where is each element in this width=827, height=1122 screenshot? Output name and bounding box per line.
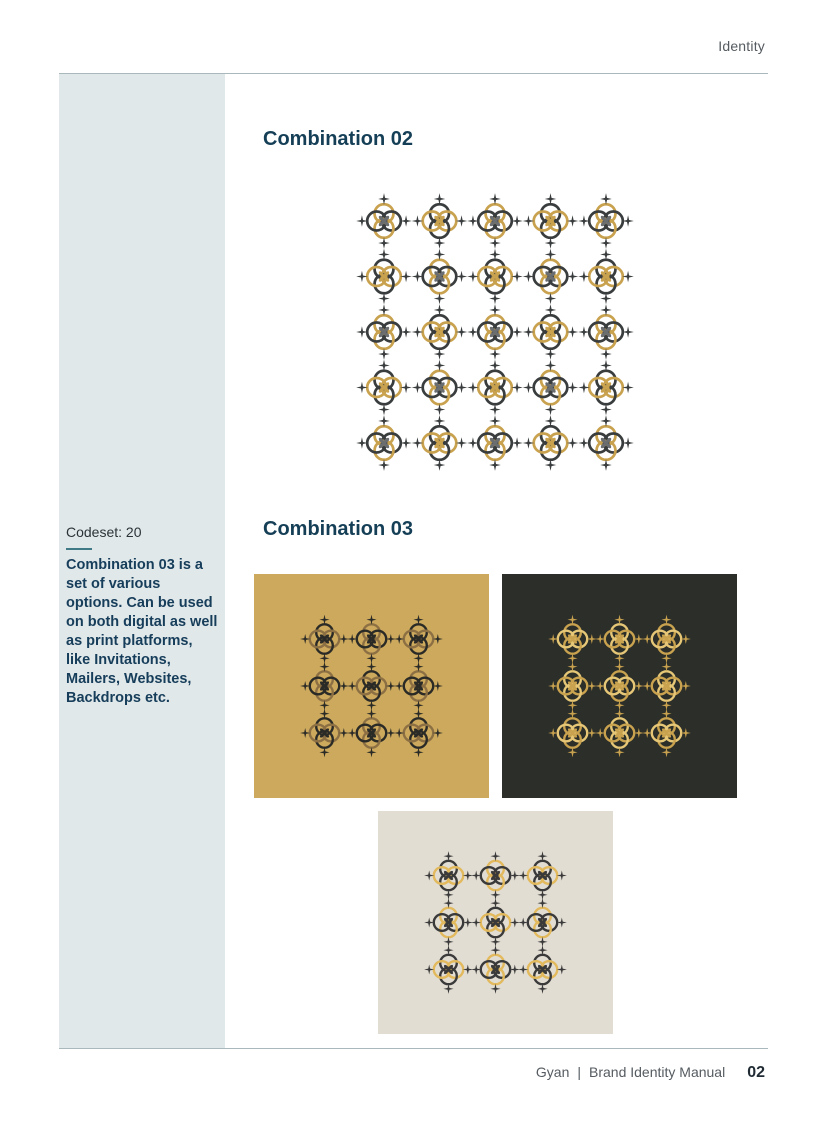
sparkle-icon <box>467 437 479 449</box>
sparkle-icon <box>378 237 390 249</box>
sparkle-icon <box>356 326 368 338</box>
sparkle-icon <box>489 459 501 471</box>
sparkle-icon <box>600 404 612 416</box>
sparkle-icon <box>378 360 390 372</box>
sparkle-icon <box>545 348 557 360</box>
sparkle-icon <box>511 382 523 394</box>
quatrefoil-motif-icon <box>523 415 579 471</box>
sparkle-icon <box>545 237 557 249</box>
sparkle-icon <box>622 326 634 338</box>
quatrefoil-motif-icon <box>356 249 412 305</box>
sparkle-icon <box>578 215 590 227</box>
sparkle-icon <box>489 193 501 205</box>
sparkle-icon <box>567 326 579 338</box>
sparkle-icon <box>400 326 412 338</box>
sparkle-icon <box>456 437 468 449</box>
sparkle-icon <box>622 437 634 449</box>
sparkle-icon <box>511 271 523 283</box>
sparkle-icon <box>600 293 612 305</box>
sparkle-icon <box>622 215 634 227</box>
sparkle-icon <box>467 382 479 394</box>
sparkle-icon <box>511 326 523 338</box>
quatrefoil-motif-icon <box>467 249 523 305</box>
sparkle-icon <box>489 415 501 427</box>
combination-03-title: Combination 03 <box>263 518 414 540</box>
sparkle-icon <box>434 304 446 316</box>
combination-02-pattern <box>347 184 647 480</box>
sparkle-icon <box>356 437 368 449</box>
sparkle-icon <box>578 382 590 394</box>
quatrefoil-motif-icon <box>412 249 468 305</box>
quatrefoil-motif-icon <box>523 193 579 249</box>
sparkle-icon <box>412 382 424 394</box>
quatrefoil-motif-icon <box>467 193 523 249</box>
sparkle-icon <box>434 415 446 427</box>
sparkle-icon <box>622 382 634 394</box>
sparkle-icon <box>434 249 446 261</box>
sparkle-icon <box>356 271 368 283</box>
sparkle-icon <box>489 237 501 249</box>
sparkle-icon <box>378 348 390 360</box>
quatrefoil-motif-icon <box>523 249 579 305</box>
sparkle-icon <box>356 382 368 394</box>
footer-doc-title: Brand Identity Manual <box>589 1064 726 1080</box>
sparkle-icon <box>545 249 557 261</box>
sparkle-icon <box>545 415 557 427</box>
quatrefoil-motif-icon <box>356 193 412 249</box>
sparkle-icon <box>600 249 612 261</box>
sparkle-icon <box>400 215 412 227</box>
combination-03-dark-tile <box>502 574 737 798</box>
sparkle-icon <box>378 193 390 205</box>
sparkle-icon <box>378 404 390 416</box>
sparkle-icon <box>434 293 446 305</box>
sparkle-icon <box>456 271 468 283</box>
sparkle-icon <box>511 437 523 449</box>
sparkle-icon <box>378 293 390 305</box>
sparkle-icon <box>434 237 446 249</box>
quatrefoil-motif-icon <box>467 360 523 416</box>
quatrefoil-motif-icon <box>356 360 412 416</box>
combination-02-title: Combination 02 <box>263 128 414 150</box>
sparkle-icon <box>400 271 412 283</box>
footer-rule <box>59 1048 768 1049</box>
sparkle-icon <box>523 326 535 338</box>
sparkle-icon <box>600 304 612 316</box>
sparkle-icon <box>600 415 612 427</box>
quatrefoil-motif-icon <box>467 415 523 471</box>
codeset-underline <box>66 548 92 550</box>
codeset-label: Codeset: 20 <box>66 524 142 540</box>
sparkle-icon <box>600 459 612 471</box>
sparkle-icon <box>489 293 501 305</box>
sparkle-icon <box>545 459 557 471</box>
sparkle-icon <box>434 348 446 360</box>
quatrefoil-motif-icon <box>523 304 579 360</box>
sparkle-icon <box>578 271 590 283</box>
sparkle-icon <box>456 382 468 394</box>
quatrefoil-motif-icon <box>356 304 412 360</box>
sparkle-icon <box>489 348 501 360</box>
quatrefoil-motif-icon <box>356 415 412 471</box>
sparkle-icon <box>523 437 535 449</box>
sparkle-icon <box>545 360 557 372</box>
page-number: 02 <box>747 1064 765 1081</box>
sparkle-icon <box>523 215 535 227</box>
sparkle-icon <box>511 215 523 227</box>
sparkle-icon <box>622 271 634 283</box>
sparkle-icon <box>489 249 501 261</box>
quatrefoil-motif-icon <box>412 304 468 360</box>
sparkle-icon <box>600 348 612 360</box>
quatrefoil-motif-icon <box>578 415 634 471</box>
sparkle-icon <box>412 215 424 227</box>
sparkle-icon <box>578 437 590 449</box>
sparkle-icon <box>600 193 612 205</box>
sparkle-icon <box>456 326 468 338</box>
quatrefoil-motif-icon <box>523 360 579 416</box>
quatrefoil-motif-icon <box>578 249 634 305</box>
sparkle-icon <box>567 215 579 227</box>
sparkle-icon <box>400 437 412 449</box>
sparkle-icon <box>378 249 390 261</box>
sparkle-icon <box>412 437 424 449</box>
sparkle-icon <box>467 215 479 227</box>
sparkle-icon <box>578 326 590 338</box>
sparkle-icon <box>412 271 424 283</box>
sparkle-icon <box>434 360 446 372</box>
sparkle-icon <box>567 437 579 449</box>
sparkle-icon <box>467 326 479 338</box>
sparkle-icon <box>600 237 612 249</box>
sparkle-icon <box>545 404 557 416</box>
quatrefoil-motif-icon <box>412 193 468 249</box>
sparkle-icon <box>356 215 368 227</box>
footer-separator: | <box>577 1064 581 1080</box>
footer <box>536 1064 765 1082</box>
combination-03-cream-tile <box>378 811 613 1034</box>
sparkle-icon <box>467 271 479 283</box>
sparkle-icon <box>434 193 446 205</box>
quatrefoil-motif-icon <box>412 360 468 416</box>
sparkle-icon <box>378 459 390 471</box>
sparkle-icon <box>567 382 579 394</box>
sparkle-icon <box>600 360 612 372</box>
quatrefoil-motif-icon <box>578 304 634 360</box>
combination-03-gold-tile <box>254 574 489 798</box>
sparkle-icon <box>545 293 557 305</box>
quatrefoil-motif-icon <box>578 193 634 249</box>
sparkle-icon <box>489 404 501 416</box>
sparkle-icon <box>545 304 557 316</box>
sparkle-icon <box>489 360 501 372</box>
sparkle-icon <box>412 326 424 338</box>
quatrefoil-motif-icon <box>412 415 468 471</box>
sparkle-icon <box>400 382 412 394</box>
sparkle-icon <box>523 382 535 394</box>
quatrefoil-motif-icon <box>467 304 523 360</box>
combination-description: Combination 03 is a set of various options. Can be used on both digital as well as print platforms, like Invitations, Mailers, Websites, Backdrops etc. <box>66 557 218 706</box>
footer-brand: Gyan <box>535 1064 570 1080</box>
sparkle-icon <box>378 415 390 427</box>
sparkle-icon <box>434 404 446 416</box>
sparkle-icon <box>567 271 579 283</box>
sparkle-icon <box>545 193 557 205</box>
sparkle-icon <box>456 215 468 227</box>
quatrefoil-motif-icon <box>578 360 634 416</box>
sparkle-icon <box>434 459 446 471</box>
sparkle-icon <box>378 304 390 316</box>
sparkle-icon <box>523 271 535 283</box>
sparkle-icon <box>489 304 501 316</box>
section-label: Identity <box>718 38 765 54</box>
